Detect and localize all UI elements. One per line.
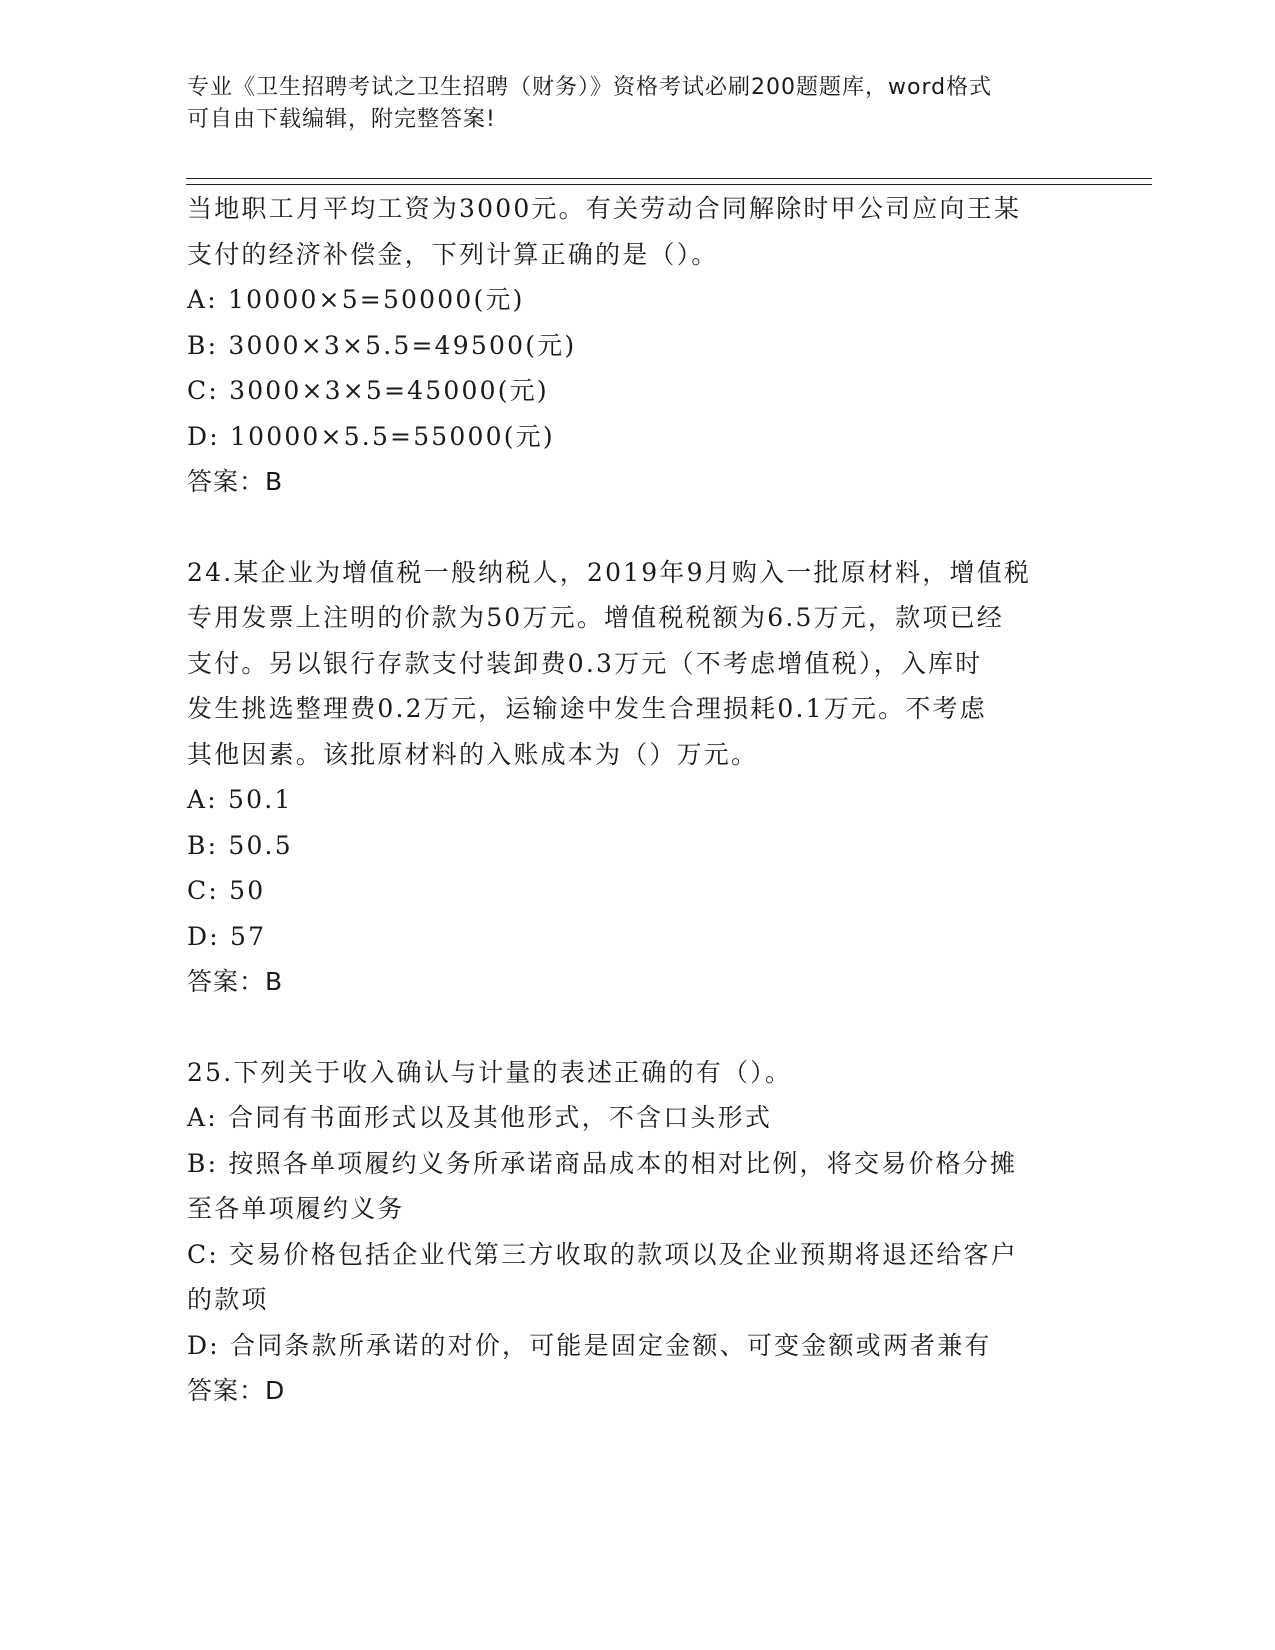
question-24 <box>187 550 1087 1005</box>
header-line-2: 可自由下载编辑，附完整答案! <box>187 107 496 132</box>
document-body <box>187 186 1087 1414</box>
question-25 <box>187 1050 1087 1414</box>
spacer <box>187 505 1087 550</box>
answer-line: 答案：B <box>187 467 284 496</box>
option-c: C: 3000×3×5=45000(元) <box>187 376 549 405</box>
question-stem-line: 支付的经济补偿金，下列计算正确的是（）。 <box>187 239 719 269</box>
option-b: B: 按照各单项履约义务所承诺商品成本的相对比例，将交易价格分摊 <box>187 1148 1018 1178</box>
question-stem-line: 25.下列关于收入确认与计量的表述正确的有（）。 <box>187 1057 793 1087</box>
option-d: D: 10000×5.5=55000(元) <box>187 421 555 451</box>
option-b-continued: 至各单项履约义务 <box>187 1194 405 1223</box>
question-stem-line: 其他因素。该批原材料的入账成本为（）万元。 <box>187 739 759 769</box>
option-d: D: 57 <box>187 921 267 951</box>
question-23 <box>187 186 1087 505</box>
option-c: C: 交易价格包括企业代第三方收取的款项以及企业预期将退还给客户 <box>187 1239 1018 1269</box>
option-a: A: 50.1 <box>187 785 293 814</box>
question-stem-line: 当地职工月平均工资为3000元。有关劳动合同解除时甲公司应向王某 <box>187 194 1022 223</box>
option-b: B: 3000×3×5.5=49500(元) <box>187 330 577 360</box>
question-stem-line: 发生挑选整理费0.2万元，运输途中发生合理损耗0.1万元。不考虑 <box>187 694 987 723</box>
question-stem-line: 24.某企业为增值税一般纳税人，2019年9月购入一批原材料，增值税 <box>187 557 1032 587</box>
option-b: B: 50.5 <box>187 830 293 860</box>
answer-line: 答案：B <box>187 967 284 996</box>
option-c-continued: 的款项 <box>187 1285 269 1314</box>
question-stem-line: 专用发票上注明的价款为50万元。增值税税额为6.5万元，款项已经 <box>187 603 1004 632</box>
option-c: C: 50 <box>187 876 266 905</box>
answer-line: 答案：D <box>187 1376 286 1405</box>
option-a: A: 10000×5=50000(元) <box>187 285 525 314</box>
option-d: D: 合同条款所承诺的对价，可能是固定金额、可变金额或两者兼有 <box>187 1330 992 1360</box>
header-rule-bottom <box>186 184 1152 185</box>
option-a: A: 合同有书面形式以及其他形式，不含口头形式 <box>187 1103 773 1132</box>
document-header <box>187 72 1087 136</box>
spacer <box>187 1005 1087 1050</box>
header-rule-top <box>186 178 1152 179</box>
header-line-1: 专业《卫生招聘考试之卫生招聘（财务）》资格考试必刷200题题库，word格式 <box>187 75 993 100</box>
question-stem-line: 支付。另以银行存款支付装卸费0.3万元（不考虑增值税），入库时 <box>187 648 983 678</box>
